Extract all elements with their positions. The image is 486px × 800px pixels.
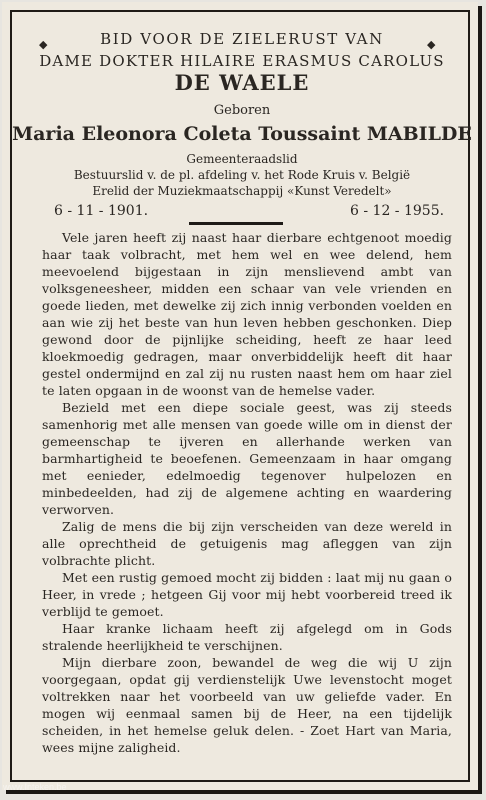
role-1: Gemeenteraadslid (186, 152, 298, 166)
ornament-right-icon: ◆ (427, 38, 436, 51)
divider (189, 222, 283, 225)
role-2: Bestuurslid v. de pl. afdeling v. het Rode Kruis v. België (73, 168, 411, 182)
header-surname: DE WAELE (174, 70, 310, 95)
paragraph-1: Vele jaren heeft zij naast haar dierbare echtgenoot moedig haar taak volbracht, met hem wel en wee delend, hem meevoelend bijgestaan in zijn menslievend ambt van volksgeneesheer, midden een schaar van vele vrienden en goede lieden, met dewelke zij zich innig verbonden voelden en aan wie zij het beste van hun leven hebben geschonken. Diep gewond door de pijnlijke scheiding, heeft ze haar leed kloekmoedig gedragen, maar onverbiddelijk heeft dit haar gestel ondermijnd en zal zij nu rusten naast hem om haar ziel te laten opgaan in de woonst van de hemelse vader. (42, 230, 452, 398)
birth-date: 6 - 11 - 1901. (54, 203, 149, 219)
paragraph-5: Haar kranke lichaam heeft zij afgelegd om in Gods stralende heerlijkheid te verschijnen. (42, 621, 452, 653)
ornament-left-icon: ◆ (39, 38, 48, 51)
paragraph-3: Zalig de mens die bij zijn verscheiden van deze wereld in alle oprechtheid de getuigenis mag afleggen van zijn volbrachte plicht. (42, 519, 452, 568)
header-line-2: DAME DOKTER HILAIRE ERASMUS CAROLUS (39, 52, 445, 70)
death-date: 6 - 12 - 1955. (350, 203, 445, 219)
deceased-name: Maria Eleonora Coleta Toussaint MABILDE (12, 123, 472, 145)
role-3: Erelid der Muziekmaatschappij «Kunst Veredelt» (92, 184, 392, 198)
card-border (10, 10, 470, 782)
watermark: www.Inteken.be (3, 782, 67, 792)
memorial-text (42, 229, 452, 756)
paragraph-2: Bezield met een diepe sociale geest, was zij steeds samenhorig met alle mensen van goede wille om in dienst der gemeenschap te ijveren en allerhande werken van barmhartigheid te beoefenen. Gemeenzaam in haar omgang met eenieder, edelmoedig tegenover hulpelozen en minbedeelden, had zij de algemene achting en waardering verworven. (42, 400, 452, 517)
paragraph-4: Met een rustig gemoed mocht zij bidden : laat mij nu gaan o Heer, in vrede ; hetgeen Gij voor mij hebt voorbereid treed ik verblijd te gemoet. (42, 570, 452, 619)
memorial-card (2, 2, 478, 790)
paragraph-6: Mijn dierbare zoon, bewandel de weg die wij U zijn voorgegaan, opdat gij verdienstelijk Uwe levenstocht moget voltrekken naar het voorbeeld van uw geliefde vader. En mogen wij eenmaal samen bij de Heer, na een tijdelijk scheiden, in het hemelse geluk delen. - Zoet Hart van Maria, wees mijne zaligheid. (42, 655, 452, 755)
header-line-1: BID VOOR DE ZIELERUST VAN (100, 30, 384, 48)
born-label: Geboren (213, 103, 271, 118)
